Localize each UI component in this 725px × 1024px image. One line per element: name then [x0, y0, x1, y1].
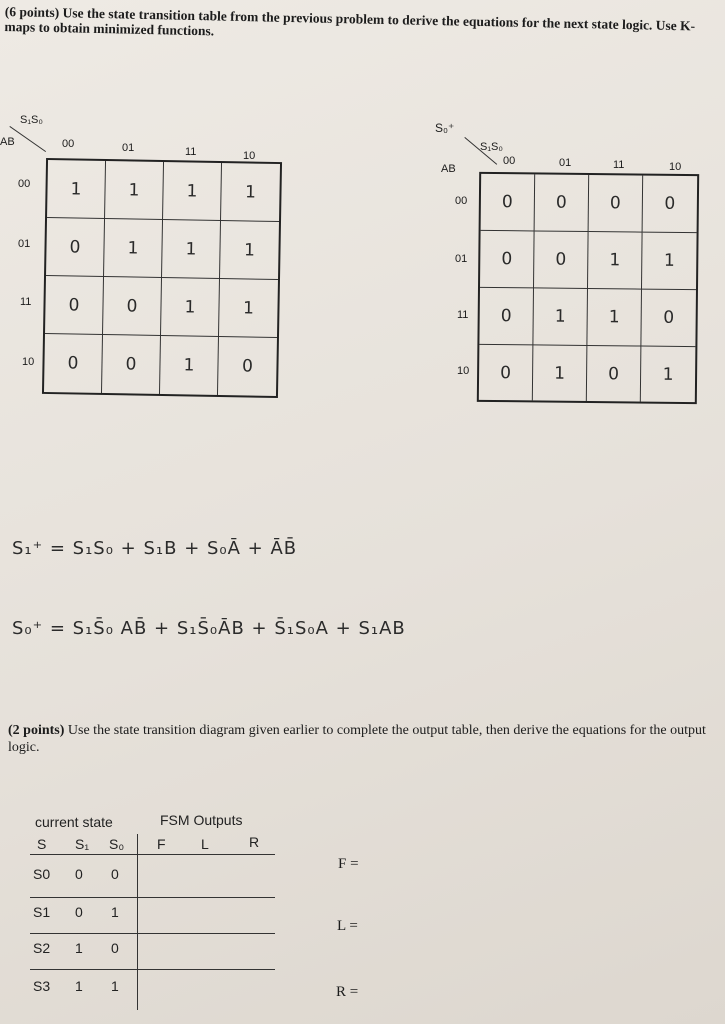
table-subheader-l: L — [201, 836, 209, 852]
kmap-right-cell: 0 — [479, 288, 534, 346]
kmap-left-cell: 1 — [160, 336, 219, 395]
kmap-left-cell: 1 — [162, 220, 221, 279]
table-row-rule — [30, 897, 275, 898]
kmap-right-cell: 0 — [480, 231, 535, 289]
kmap-left-cell: 1 — [47, 160, 106, 219]
kmap-left-cell: 0 — [44, 334, 103, 393]
kmap-left-corner-top: S₁S₀ — [20, 114, 43, 126]
kmap-left-cell: 1 — [104, 219, 163, 278]
kmap-left-cell: 1 — [105, 161, 164, 220]
table-row-rule — [30, 969, 275, 970]
table-row-state: S0 — [33, 866, 51, 882]
table-row-s0: 0 — [111, 940, 119, 956]
kmap-right-col-1: 01 — [559, 157, 572, 169]
table-row-s1: 1 — [75, 940, 83, 956]
kmap-left-col-1: 01 — [122, 142, 135, 154]
kmap-left-cell: 0 — [241, 356, 254, 377]
kmap-left-corner-left: AB — [0, 136, 15, 148]
kmap-left-row-1: 01 — [18, 238, 31, 250]
table-subheader-s: S — [37, 836, 47, 852]
kmap-right-cell: 0 — [479, 345, 534, 401]
table-row-s1: 1 — [75, 978, 83, 994]
table-row-s0: 1 — [111, 904, 119, 920]
kmap-right-row-2: 11 — [457, 309, 469, 321]
kmap-left-cell: 0 — [45, 276, 104, 335]
kmap-left-col-2: 11 — [185, 146, 197, 158]
kmap-left-cell: 0 — [102, 335, 161, 394]
kmap-right-row-0: 00 — [455, 195, 468, 207]
kmap-left — [0, 110, 300, 410]
table-subheader-r: R — [249, 834, 260, 850]
table-header-current-state: current state — [35, 814, 113, 830]
table-row-state: S3 — [33, 978, 51, 994]
table-row-s1: 0 — [75, 904, 83, 920]
kmap-left-cell: 1 — [220, 221, 279, 280]
kmap-right-cell: 1 — [588, 232, 643, 290]
table-subheader-s0: S₀ — [109, 836, 125, 852]
kmap-right-cell: 1 — [533, 288, 588, 346]
kmap-left-col-3: 10 — [243, 150, 256, 162]
kmap-right-cell: 0 — [641, 290, 696, 348]
kmap-right-cell: 0 — [589, 175, 644, 233]
kmap-right-title: S₀⁺ — [435, 121, 455, 135]
kmap-left-row-0: 00 — [18, 178, 31, 190]
problem1-body: Use the state transition table from the previous problem to derive the equations for the next state logic. Use K-maps to obtain minimized functions. — [4, 5, 696, 39]
kmap-left-diagonal — [9, 126, 46, 152]
kmap-left-cell: 0 — [103, 277, 162, 336]
output-equation-f: F = — [338, 856, 359, 872]
kmap-right-row-1: 01 — [455, 253, 468, 265]
kmap-left-cell: 1 — [163, 162, 222, 221]
table-row-s0: 0 — [111, 866, 119, 882]
problem1-points: (6 points) — [4, 4, 60, 21]
equation-s0: S₀⁺ = S₁S̄₀ AB̄ + S₁S̄₀ĀB + S̄₁S₀A + S₁AB — [12, 618, 406, 639]
problem1-text — [4, 4, 716, 49]
kmap-left-row-3: 10 — [22, 356, 35, 368]
table-header-fsm-outputs: FSM Outputs — [160, 812, 243, 828]
kmap-right-corner-top: S₁S₀ — [480, 141, 503, 153]
table-row-rule — [30, 933, 275, 934]
kmap-right-grid — [477, 172, 699, 404]
table-vertical-rule — [137, 834, 138, 1010]
problem2-text — [8, 722, 723, 756]
table-subheader-s1: S₁ — [75, 836, 90, 852]
output-equation-r: R = — [336, 984, 359, 1000]
kmap-left-row-2: 11 — [20, 296, 32, 308]
kmap-left-col-0: 00 — [62, 138, 75, 150]
kmap-right-cell: 0 — [587, 346, 642, 402]
kmap-right-cell: 1 — [642, 233, 697, 291]
kmap-left-cell: 0 — [46, 218, 105, 277]
kmap-left-cell: 1 — [161, 278, 220, 337]
equation-s1: S₁⁺ = S₁S₀ + S₁B + S₀Ā + ĀB̄ — [12, 538, 298, 559]
kmap-right-corner-left: AB — [441, 163, 456, 175]
kmap-right — [425, 115, 725, 415]
kmap-right-cell: 0 — [534, 231, 589, 289]
kmap-right-cell: 0 — [643, 176, 698, 234]
table-row-s0: 1 — [111, 978, 119, 994]
kmap-right-cell: 1 — [587, 289, 642, 347]
kmap-right-cell: 1 — [662, 364, 674, 385]
problem2-points: (2 points) — [8, 723, 65, 738]
kmap-right-row-3: 10 — [457, 365, 470, 377]
kmap-right-col-0: 00 — [503, 155, 516, 167]
kmap-right-col-3: 10 — [669, 161, 682, 173]
kmap-right-col-2: 11 — [613, 159, 625, 171]
table-subheader-f: F — [157, 836, 166, 852]
kmap-left-cell: 1 — [221, 163, 280, 222]
kmap-right-cell: 0 — [481, 174, 536, 232]
kmap-left-cell: 1 — [219, 279, 278, 338]
output-equation-l: L = — [337, 918, 358, 934]
table-row-state: S1 — [33, 904, 51, 920]
kmap-left-grid — [42, 158, 282, 398]
table-header-rule — [30, 854, 275, 855]
kmap-right-cell: 1 — [533, 345, 588, 401]
problem2-body: Use the state transition diagram given earlier to complete the output table, then derive the equations for the output logic. — [8, 723, 706, 755]
table-row-state: S2 — [33, 940, 51, 956]
kmap-right-cell: 0 — [535, 174, 590, 232]
output-table — [25, 810, 295, 1010]
table-row-s1: 0 — [75, 866, 83, 882]
